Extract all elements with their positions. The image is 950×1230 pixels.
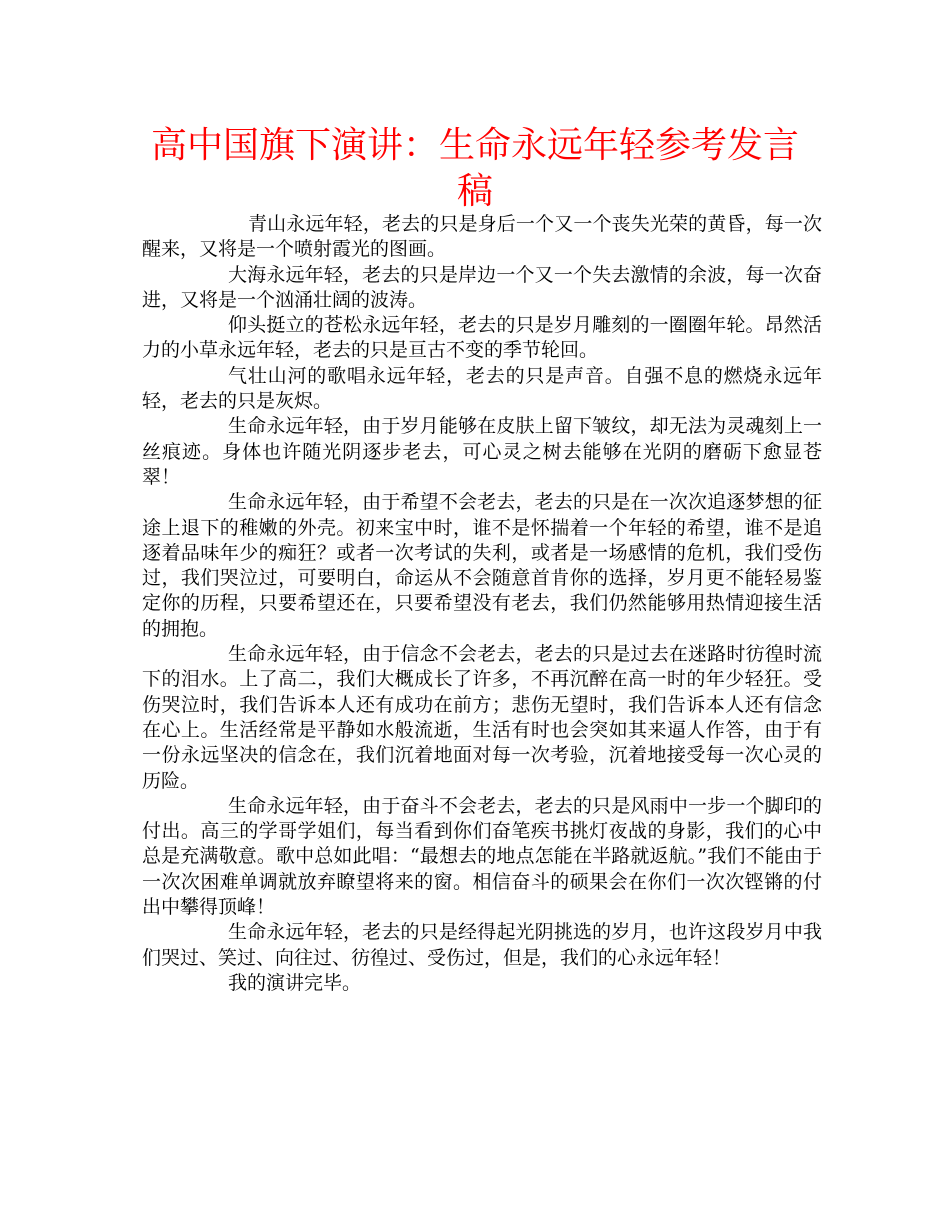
paragraph: 生命永远年轻，老去的只是经得起光阴挑选的岁月，也许这段岁月中我们哭过、笑过、向往过、彷徨过、受伤过，但是，我们的心永远年轻！ <box>142 921 822 969</box>
paragraph: 生命永远年轻，由于信念不会老去，老去的只是过去在迷路时彷徨时流下的泪水。上了高二，我们大概成长了许多，不再沉醉在高一时的年少轻狂。受伤哭泣时，我们告诉本人还有成功在前方；悲伤无望时，我们告诉本人还有信念在心上。生活经常是平静如水般流逝，生活有时也会突如其来逼人作答，由于有一份永远坚决的信念在，我们沉着地面对每一次考验，沉着地接受每一次心灵的历险。 <box>142 643 822 792</box>
paragraph: 青山永远年轻，老去的只是身后一个又一个丧失光荣的黄昏，每一次醒来，又将是一个喷射霞光的图画。 <box>142 213 822 261</box>
paragraph: 生命永远年轻，由于岁月能够在皮肤上留下皱纹，却无法为灵魂刻上一丝痕迹。身体也许随光阴逐步老去，可心灵之树去能够在光阴的磨砺下愈显苍翠！ <box>142 415 822 488</box>
closing-line: 我的演讲完毕。 <box>228 971 362 994</box>
paragraph: 气壮山河的歌唱永远年轻，老去的只是声音。自强不息的燃烧永远年轻，老去的只是灰烬。 <box>142 364 822 413</box>
document-body <box>142 212 822 996</box>
paragraph: 大海永远年轻，老去的只是岸边一个又一个失去激情的余波，每一次奋进，又将是一个汹涌壮阔的波涛。 <box>142 263 822 311</box>
document-title: 高中国旗下演讲：生命永远年轻参考发言稿 <box>150 125 799 212</box>
paragraph: 仰头挺立的苍松永远年轻，老去的只是岁月雕刻的一圈圈年轮。昂然活力的小草永远年轻，老去的只是亘古不变的季节轮回。 <box>142 314 822 362</box>
paragraph: 生命永远年轻，由于奋斗不会老去，老去的只是风雨中一步一个脚印的付出。高三的学哥学姐们，每当看到你们奋笔疾书挑灯夜战的身影，我们的心中总是充满敬意。歌中总如此唱：“最想去的地点怎能在半路就返航。”我们不能由于一次次困难单调就放弃瞭望将来的窗。相信奋斗的硕果会在你们一次次铿锵的付出中攀得顶峰！ <box>142 794 822 919</box>
paragraph: 生命永远年轻，由于希望不会老去，老去的只是在一次次追逐梦想的征途上退下的稚嫩的外壳。初来宝中时，谁不是怀揣着一个年轻的希望，谁不是追逐着品味年少的痴狂？或者一次考试的失利，或者是一场感情的危机，我们受伤过，我们哭泣过，可要明白，命运从不会随意首肯你的选择，岁月更不能轻易鉴定你的历程，只要希望还在，只要希望没有老去，我们仍然能够用热情迎接生活的拥抱。 <box>142 491 822 640</box>
